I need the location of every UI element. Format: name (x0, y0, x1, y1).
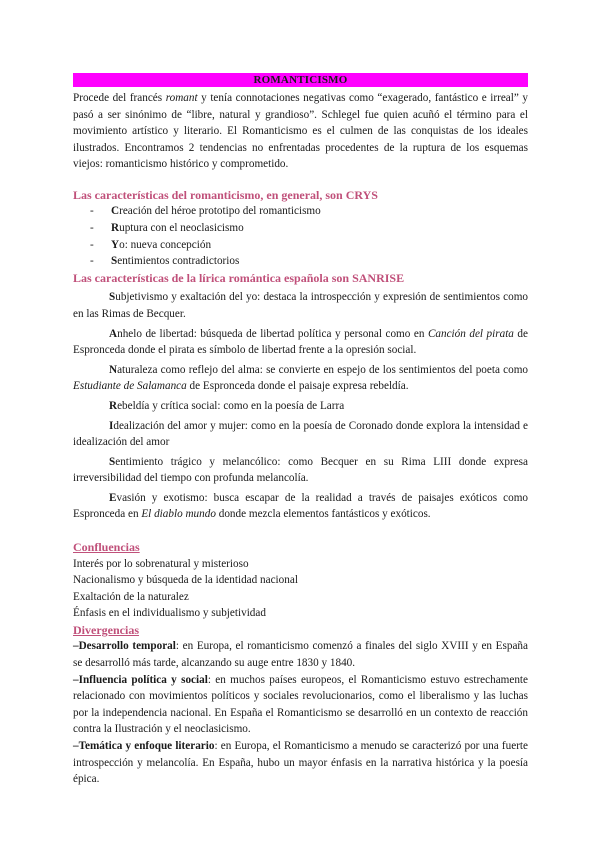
sanrise-item-anhelo: Anhelo de libertad: búsqueda de libertad política y personal como en Canción del pirata de Espronceda donde el pirata es símbolo de libertad frente a la opresión social. (73, 327, 528, 357)
intro-paragraph (73, 90, 528, 173)
divergencias-heading: Divergencias (73, 622, 139, 637)
list-item: Nacionalismo y búsqueda de la identidad nacional (73, 574, 298, 587)
sanrise-item-evasion: Evasión y exotismo: busca escapar de la realidad a través de paisajes exóticos como Espronceda en El diablo mundo donde mezcla elementos fantásticos y exóticos. (73, 491, 528, 521)
confluencias-heading: Confluencias (73, 540, 140, 555)
divergencia-item: –Temática y enfoque literario: en Europa, el Romanticismo a menudo se caracterizó por una fuerte introspección y melancolía. En España, hubo un mayor énfasis en la narrativa histórica y la poesía épica. (73, 740, 528, 786)
list-item: - Creación del héroe prototipo del romanticismo (90, 205, 321, 218)
intro-italic-term: romant (165, 92, 198, 104)
divergencia-item: –Influencia política y social: en muchos países europeos, el Romanticismo estuvo estrechamente relacionado con movimientos políticos y sociales revolucionarios, como el liberalismo y las luchas por la independencia nacional. En España el Romanticismo se desarrolló en un contexto de reacción contra la Ilustración y el neoclasicismo. (73, 673, 528, 736)
list-item: - Ruptura con el neoclasicismo (90, 222, 244, 235)
crys-heading: Las características del romanticismo, en general, son CRYS (73, 187, 378, 202)
list-item: Exaltación de la naturalez (73, 590, 189, 603)
list-item: Énfasis en el individualismo y subjetividad (73, 607, 266, 620)
list-item: - Yo: nueva concepción (90, 238, 212, 251)
list-item: Interés por lo sobrenatural y misterioso (73, 557, 249, 570)
intro-text-1: Procede del francés (73, 92, 166, 104)
divergencia-item: –Desarrollo temporal: en Europa, el romanticismo comenzó a finales del siglo XVIII y en España se desarrolló más tarde, alcanzando su auge entre 1830 y 1840. (73, 640, 528, 670)
sanrise-heading: Las características de la lírica romántica española son SANRISE (73, 270, 405, 285)
sanrise-item-sentimiento: Sentimiento trágico y melancólico: como Becquer en su Rima LIII donde expresa irreversibilidad del tiempo con profunda melancolía. (73, 455, 528, 485)
sanrise-item-naturaleza: Naturaleza como reflejo del alma: se convierte en espejo de los sentimientos del poeta como Estudiante de Salamanca de Espronceda donde el paisaje expresa rebeldía. (73, 363, 528, 393)
document-title: ROMANTICISMO (73, 73, 528, 87)
crys-list (73, 203, 528, 269)
intro-text-2: y tenía connotaciones negativas como “exagerado, fantástico e irreal” y pasó a ser sinónimo de “libre, natural y grandioso”. Schlegel fue quien acuñó el término para el movimiento artístico y literario. El Romanticismo es el culmen de las conquistas de los ideales ilustrados. Encontramos 2 tendencias no enfrentadas procedentes de la ruptura de los esquemas viejos: romanticismo histórico y comprometido. (73, 92, 528, 171)
document-page (73, 73, 528, 788)
list-item: - Sentimientos contradictorios (90, 255, 240, 268)
sanrise-item-subjetivismo: Subjetivismo y exaltación del yo: destaca la introspección y expresión de sentimientos como en las Rimas de Becquer. (73, 291, 528, 320)
sanrise-item-idealizacion: Idealización del amor y mujer: como en la poesía de Coronado donde explora la intensidad e idealización del amor (73, 419, 528, 449)
sanrise-item-rebeldia: Rebeldía y crítica social: como en la poesía de Larra (109, 399, 345, 412)
